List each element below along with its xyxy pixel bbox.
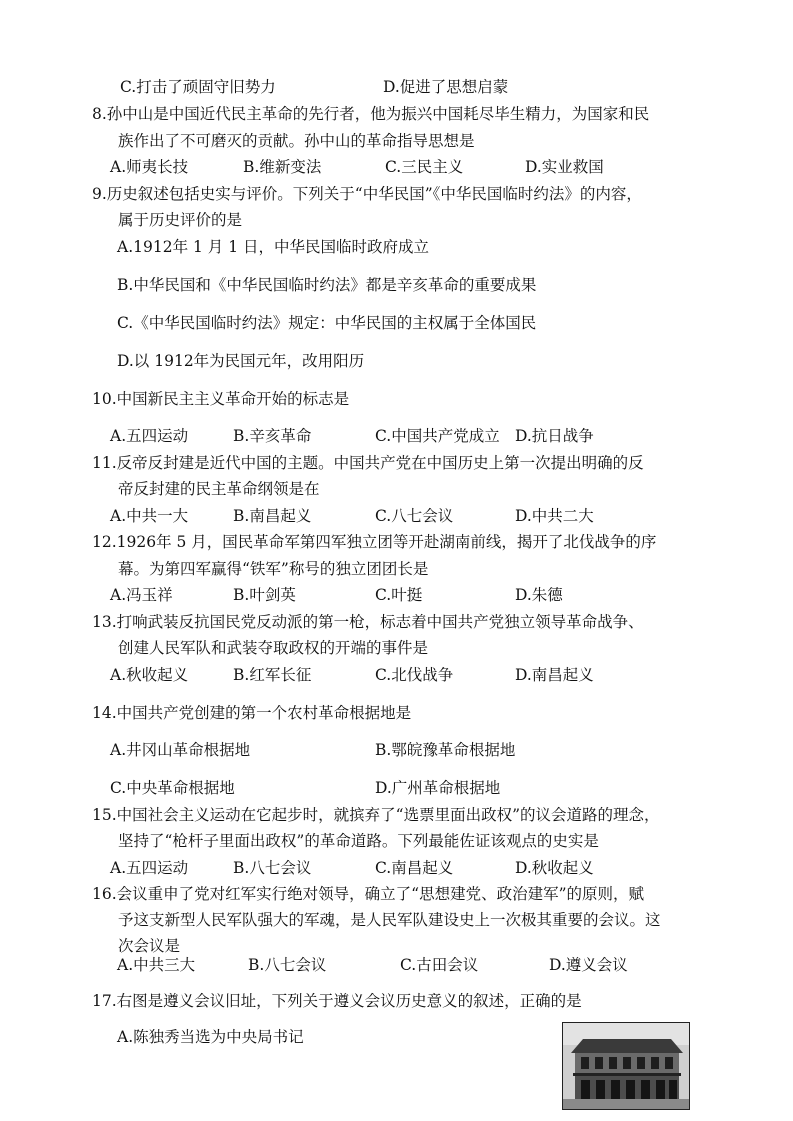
q8-option-b: B.维新变法 xyxy=(243,158,322,176)
q13-option-c: C.北伐战争 xyxy=(375,666,454,684)
q16-option-b: B.八七会议 xyxy=(248,956,327,974)
q11-stem-line1: 11.反帝反封建是近代中国的主题。中国共产党在中国历史上第一次提出明确的反 xyxy=(92,454,644,472)
q15-stem-line1: 15.中国社会主义运动在它起步时，就摈弃了“选票里面出政权”的议会道路的理念， xyxy=(92,806,660,824)
q14-option-b: B.鄂皖豫革命根据地 xyxy=(375,741,516,759)
q15-stem-line2: 坚持了“枪杆子里面出政权”的革命道路。下列最能佐证该观点的史实是 xyxy=(118,832,599,850)
q10-option-b: B.辛亥革命 xyxy=(233,427,312,445)
q8-option-d: D.实业救国 xyxy=(525,158,604,176)
q10-option-c: C.中国共产党成立 xyxy=(375,427,500,445)
q17-stem: 17.右图是遵义会议旧址，下列关于遵义会议历史意义的叙述，正确的是 xyxy=(92,992,582,1010)
q8-option-c: C.三民主义 xyxy=(385,158,464,176)
q13-stem-line1: 13.打响武装反抗国民党反动派的第一枪，标志着中国共产党独立领导革命战争、 xyxy=(92,613,644,631)
q9-option-a: A.1912年 1 月 1 日，中华民国临时政府成立 xyxy=(117,238,429,256)
q10-option-d: D.抗日战争 xyxy=(515,427,594,445)
q13-option-a: A.秋收起义 xyxy=(110,666,189,684)
q9-option-b: B.中华民国和《中华民国临时约法》都是辛亥革命的重要成果 xyxy=(117,276,537,294)
q15-option-c: C.南昌起义 xyxy=(375,859,454,877)
q15-option-d: D.秋收起义 xyxy=(515,859,594,877)
q9-option-d: D.以 1912年为民国元年，改用阳历 xyxy=(117,352,365,370)
q15-option-b: B.八七会议 xyxy=(233,859,312,877)
q12-option-b: B.叶剑英 xyxy=(233,586,296,604)
q12-stem-line2: 幕。为第四军赢得“铁军”称号的独立团团长是 xyxy=(118,560,429,578)
q12-option-c: C.叶挺 xyxy=(375,586,423,604)
q9-option-c: C.《中华民国临时约法》规定：中华民国的主权属于全体国民 xyxy=(117,314,537,332)
q14-option-a: A.井冈山革命根据地 xyxy=(110,741,251,759)
q13-option-b: B.红军长征 xyxy=(233,666,312,684)
q11-option-a: A.中共一大 xyxy=(110,507,189,525)
q10-stem: 10.中国新民主主义革命开始的标志是 xyxy=(92,390,350,408)
q13-stem-line2: 创建人民军队和武装夺取政权的开端的事件是 xyxy=(118,639,429,657)
q12-option-a: A.冯玉祥 xyxy=(110,586,173,604)
q13-option-d: D.南昌起义 xyxy=(515,666,594,684)
q8-stem-line1: 8.孙中山是中国近代民主革命的先行者，他为振兴中国耗尽毕生精力，为国家和民 xyxy=(92,105,650,123)
q11-option-c: C.八七会议 xyxy=(375,507,454,525)
q16-option-c: C.古田会议 xyxy=(400,956,479,974)
q8-option-a: A.师夷长技 xyxy=(110,158,189,176)
q7-option-c: C.打击了顽固守旧势力 xyxy=(120,78,276,96)
q11-option-b: B.南昌起义 xyxy=(233,507,312,525)
q10-option-a: A.五四运动 xyxy=(110,427,189,445)
q14-option-d: D.广州革命根据地 xyxy=(375,779,501,797)
q14-stem: 14.中国共产党创建的第一个农村革命根据地是 xyxy=(92,704,412,722)
q7-option-d: D.促进了思想启蒙 xyxy=(383,78,509,96)
q12-option-d: D.朱德 xyxy=(515,586,563,604)
q16-option-d: D.遵义会议 xyxy=(549,956,628,974)
q14-option-c: C.中央革命根据地 xyxy=(110,779,235,797)
q12-stem-line1: 12.1926年 5 月，国民革命军第四军独立团等开赴湖南前线，揭开了北伐战争的序 xyxy=(92,533,657,551)
zunyi-conference-site-photo xyxy=(562,1022,690,1110)
q15-option-a: A.五四运动 xyxy=(110,859,189,877)
q8-stem-line2: 族作出了不可磨灭的贡献。孙中山的革命指导思想是 xyxy=(118,132,475,150)
q9-stem-line1: 9.历史叙述包括史实与评价。下列关于“中华民国”《中华民国临时约法》的内容， xyxy=(92,185,642,203)
q11-stem-line2: 帝反封建的民主革命纲领是在 xyxy=(118,480,320,498)
q16-stem-line3: 次会议是 xyxy=(118,937,181,955)
q16-option-a: A.中共三大 xyxy=(117,956,196,974)
q16-stem-line1: 16.会议重申了党对红军实行绝对领导，确立了“思想建党、政治建军”的原则，赋 xyxy=(92,885,645,903)
q16-stem-line2: 予这支新型人民军队强大的军魂，是人民军队建设史上一次极其重要的会议。这 xyxy=(118,911,661,929)
q17-option-a: A.陈独秀当选为中央局书记 xyxy=(117,1028,304,1046)
q9-stem-line2: 属于历史评价的是 xyxy=(118,211,243,229)
q11-option-d: D.中共二大 xyxy=(515,507,594,525)
